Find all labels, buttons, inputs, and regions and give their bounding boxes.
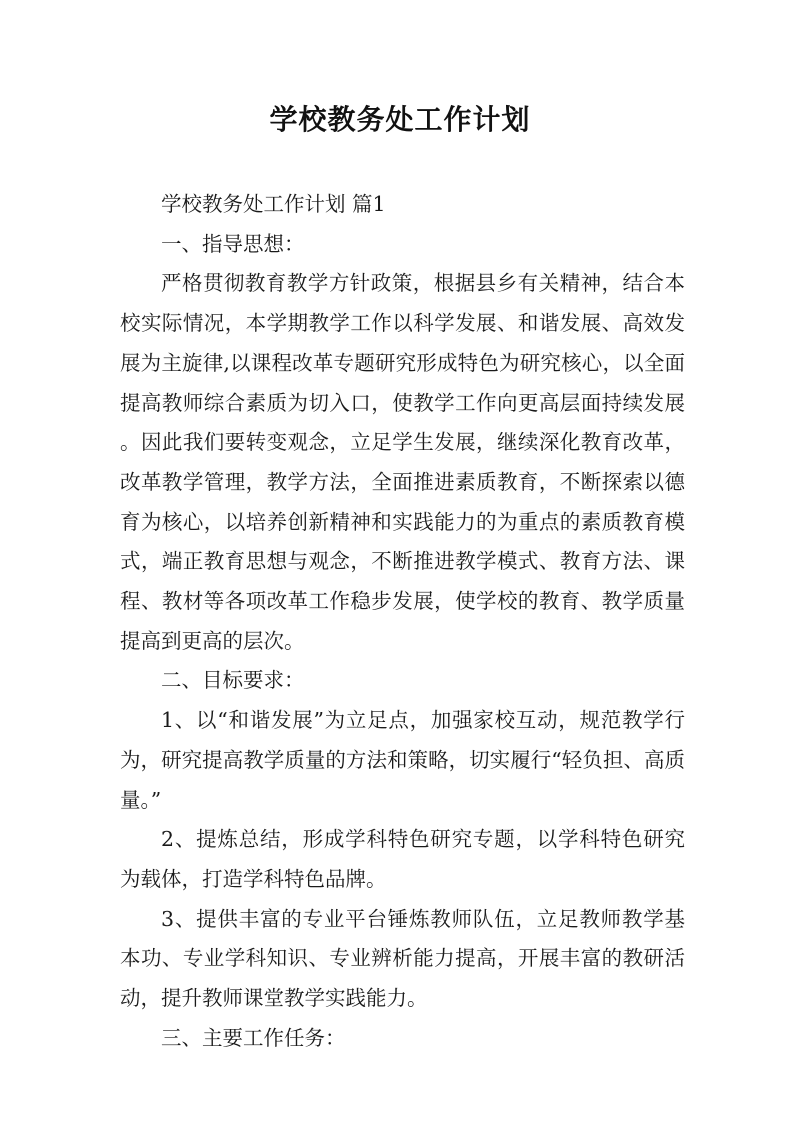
paragraph-goal-1: 1、以“和谐发展”为立足点，加强家校互动，规范教学行为，研究提高教学质量的方法和策略，切实履行“轻负担、高质量。”: [120, 708, 685, 812]
heading-goals: 二、目标要求：: [161, 668, 305, 693]
paragraph-goal-3: 3、提供丰富的专业平台锤炼教师队伍，立足教师教学基本功、专业学科知识、专业辨析能力提高，开展丰富的教研活动，提升教师课堂教学实践能力。: [120, 906, 685, 1011]
heading-main-tasks: 三、主要工作任务：: [161, 1025, 346, 1050]
document-body: [120, 185, 685, 1058]
paragraph-goal-2: 2、提炼总结，形成学科特色研究专题，以学科特色研究为载体，打造学科特色品牌。: [120, 827, 685, 891]
heading-guiding-ideology: 一、指导思想：: [161, 231, 305, 256]
document-title: 学校教务处工作计划: [269, 103, 531, 136]
paragraph-guiding-ideology: 严格贯彻教育教学方针政策，根据县乡有关精神，结合本校实际情况，本学期教学工作以科学发展、和谐发展、高效发展为主旋律,以课程改革专题研究形成特色为研究核心，以全面提高教师综合素质为切入口，使教学工作向更高层面持续发展。因此我们要转变观念，立足学生发展，继续深化教育改革，改革教学管理，教学方法，全面推进素质教育，不断探索以德育为核心，以培养创新精神和实践能力的为重点的素质教育模式，端正教育思想与观念，不断推进教学模式、教育方法、课程、教材等各项改革工作稳步发展，使学校的教育、教学质量提高到更高的层次。: [120, 271, 685, 653]
section-subtitle: 学校教务处工作计划 篇1: [161, 192, 386, 216]
